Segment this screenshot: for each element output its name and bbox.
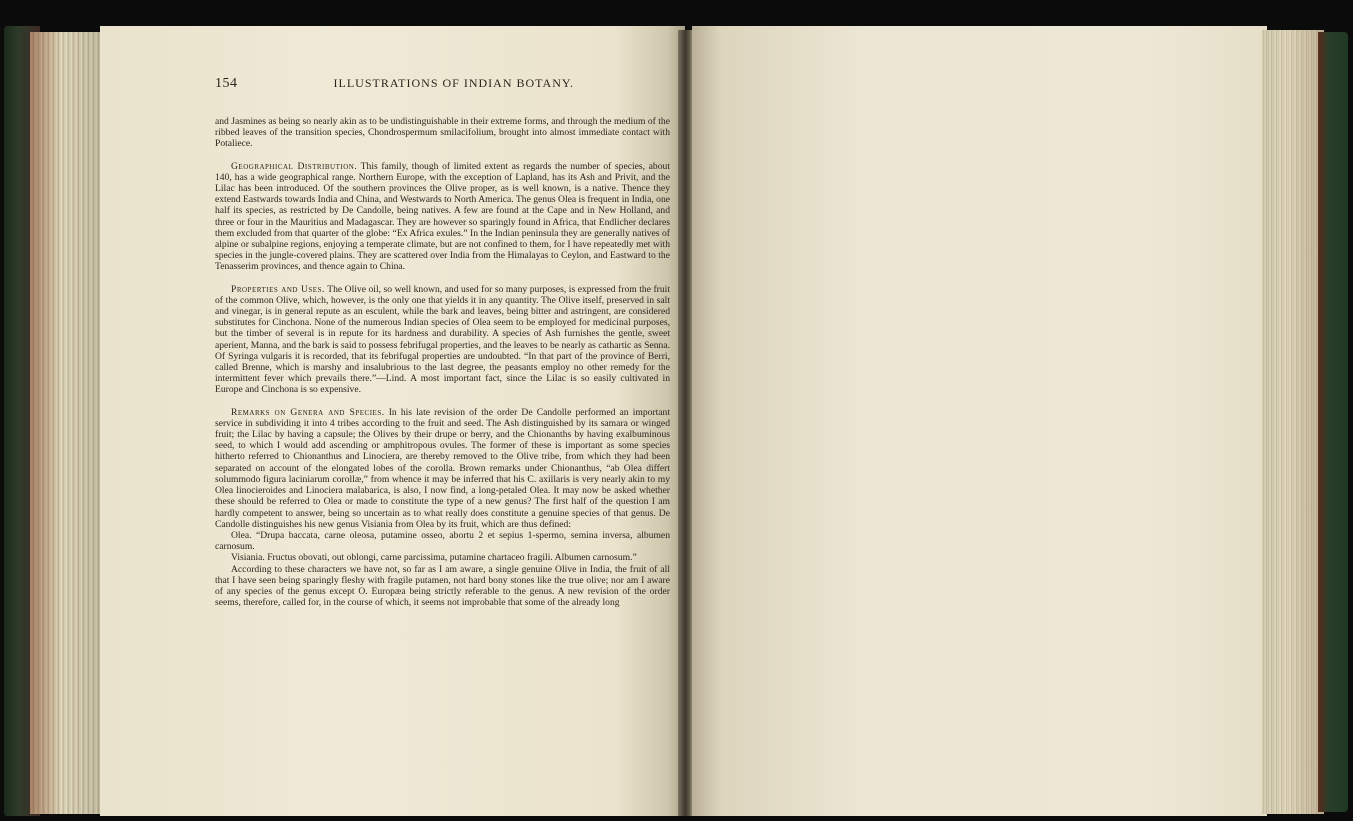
- paragraph-intro: and Jasmines as being so nearly akin as to be undistinguishable in their extreme forms, and through the medium of the ribbed leaves of the transition species, Chondrospermum smilacifolium, brought into almost immediate contact with Potaliece.: [215, 116, 670, 150]
- page-header: [215, 76, 670, 92]
- page-number: 154: [215, 76, 238, 91]
- paragraph-olea-definition: Olea. “Drupa baccata, carne oleosa, putamine osseo, abortu 2 et sepius 1-spermo, semina inversa, albumen carnosum.: [215, 529, 670, 553]
- paragraph-conclusion: According to these characters we have not, so far as I am aware, a single genuine Olive in India, the fruit of all that I have seen being sparingly fleshy with fragile putamen, not hard bony stones like the true olive; nor am I aware of any species of the genus except O. Europæa being strictly referable to the genus. A new revision of the order seems, therefore, called for, in the course of which, it seems not improbable that some of the already long: [215, 563, 670, 609]
- running-head: ILLUSTRATIONS OF INDIAN BOTANY.: [333, 76, 574, 90]
- paragraph-visiania-definition: Visiania. Fructus obovati, out oblongi, carne parcissima, putamine chartaceo fragili. Albumen carnosum.”: [231, 552, 637, 564]
- page-edges-left: [30, 32, 110, 814]
- open-book: [0, 12, 1353, 821]
- right-page-blank: [692, 26, 1267, 816]
- page-text-block: [215, 76, 670, 608]
- book-cover-right: [1318, 32, 1348, 812]
- section-lead: Geographical Distribution.: [231, 160, 358, 172]
- section-lead: Remarks on Genera and Species.: [231, 406, 385, 418]
- paragraph-geographical-distribution: Geographical Distribution. This family, though of limited extent as regards the number of species, about 140, has a wide geographical range. Northern Europe, with the exception of Lapland, has its Ash and Privit, and the Lilac has been introduced. Of the southern provinces the Olive proper, as is well known, is a native. Thence they extend Eastwards towards India and China, and Westwards to North America. The genus Olea is frequent in India, one half its species, as restricted by De Candolle, being natives. A few are found at the Cape and in New Holland, and three or four in the Mauritius and Madagascar. They are however so sparingly found in Africa, that Endlicher declares them excluded from that quarter of the globe: “Ex Africa exules.” In the Indian peninsula they are generally natives of alpine or subalpine regions, enjoying a temperate climate, but are not confined to them, for I have repeatedly met with species in the jungle-covered plains. They are scattered over India from the Himalayas to Ceylon, and Eastward to the Tenasserim provinces, and thence again to China.: [215, 160, 670, 273]
- paragraph-remarks-on-genera: Remarks on Genera and Species. In his late revision of the order De Candolle performed an important service in subdividing it into 4 tribes according to the fruit and seed. The Ash distinguished by its samara or winged fruit; the Lilac by having a capsule; the Olives by their drupe or berry, and the Chionanths by having exalbuminous seed, to which I would add ascending or amphitropous ovules. The former of these is important as some species hitherto referred to Chionanthus and Linociera, are thereby removed to the Olive tribe, from which they had been separated on account of the elongated lobes of the corolla. Brown remarks under Chionanthus, “ab Olea differt solummodo figura laciniarum corollæ,” from whence it may be inferred that his C. axillaris is very nearly akin to my Olea linocieroides and Linociera malabarica, is also, I now find, a long-petaled Olea. It may now be asked whether these should be referred to Olea or made to constitute the type of a new genus? The first half of the question I am hardly competent to answer, being so uncertain as to what really does constitute a genuine species of that genus. De Candolle distinguishes his new genus Visiania from Olea by its fruit, which are thus defined:: [215, 406, 670, 530]
- paragraph-properties-and-uses: Properties and Uses. The Olive oil, so well known, and used for so many purposes, is expressed from the fruit of the common Olive, which, however, is the only one that yields it in any quantity. The Olive itself, preserved in salt and vinegar, is in general repute as an esculent, while the bark and leaves, being bitter and astringent, are considered substitutes for Cinchona. None of the numerous Indian species of Olea seem to be employed for medicinal purposes, but the timber of several is in repute for its hardness and durability. A species of Ash furnishes the gentle, sweet aperient, Manna, and the bark is said to possess febrifugal properties, and the leaves to be nearly as cathartic as Senna. Of Syringa vulgaris it is recorded, that its febrifugal properties are undoubted. “In that part of the province of Berri, called Brenne, which is marshy and insalubrious to the last degree, the peasants employ no other remedy for the intermittent fever which prevails there.”—Lind. A most important fact, since the Lilac is so easily cultivated in Europe and Cinchona is so expensive.: [215, 283, 670, 396]
- section-lead: Properties and Uses.: [231, 283, 325, 295]
- page-edges-right: [1262, 30, 1324, 814]
